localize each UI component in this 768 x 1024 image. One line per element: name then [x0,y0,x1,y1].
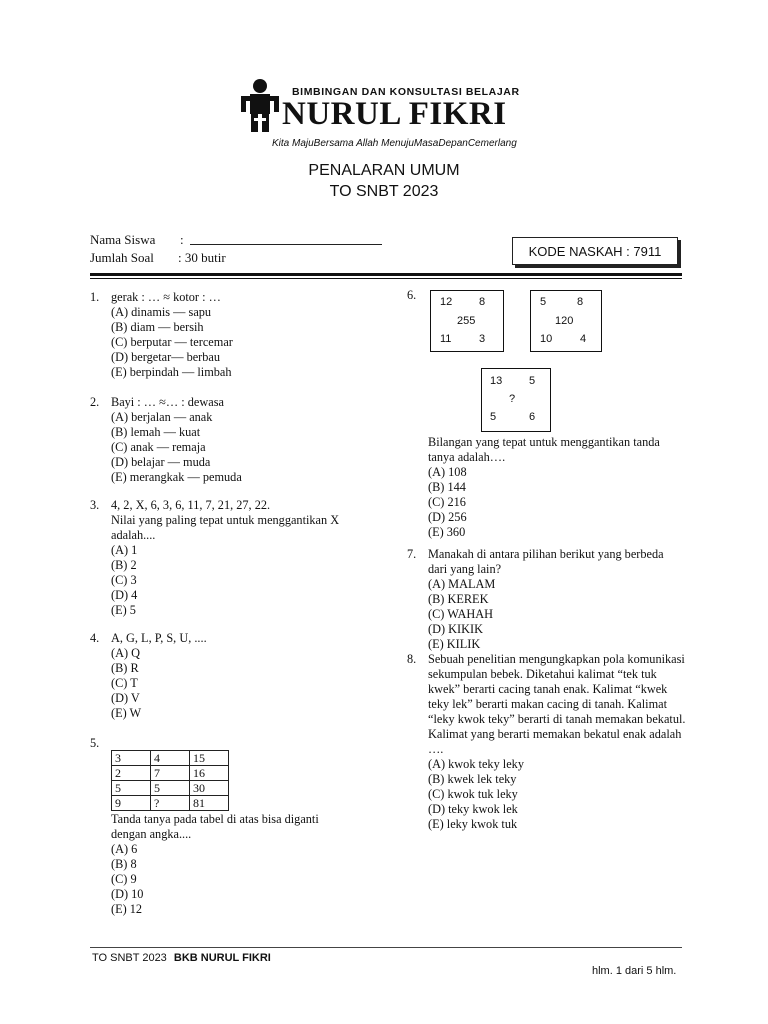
footer-divider [90,947,682,948]
name-field[interactable] [190,244,382,245]
option-d: (D) 10 [111,887,144,901]
table-cell: 3 [112,751,151,766]
table-cell: 81 [190,796,229,811]
org-top-text: BIMBINGAN DAN KONSULTASI BELAJAR [292,86,520,98]
option-b: (B) KEREK [428,592,489,606]
number-table [111,750,229,811]
question-2 [90,395,380,485]
org-name: NURUL FIKRI [282,96,507,132]
option-a: (A) Q [111,646,141,660]
question-stem-line: …. [428,742,444,756]
option-d: (D) teky kwok lek [428,802,518,816]
option-b: (B) kwek lek teky [428,772,517,786]
page-subtitle: TO SNBT 2023 [329,183,439,200]
name-colon: : [180,232,184,247]
option-a: (A) berjalan — anak [111,410,213,424]
divider-thin [90,278,682,279]
option-d: (D) 256 [428,510,467,524]
table-cell: 5 [151,781,190,796]
box-center: 120 [555,315,574,327]
number-box-1 [430,290,504,352]
option-e: (E) W [111,706,142,720]
option-e: (E) 5 [111,603,136,617]
option-d: (D) bergetar— berbau [111,350,221,364]
question-stem: Tanda tanya pada tabel di atas bisa diganti [111,812,319,826]
table-cell: 7 [151,766,190,781]
question-stem: A, G, L, P, S, U, .... [111,631,207,645]
option-d: (D) KIKIK [428,622,483,636]
option-c: (C) T [111,676,138,690]
option-c: (C) berputar — tercemar [111,335,233,349]
option-c: (C) WAHAH [428,607,494,621]
question-stem: gerak : … ≈ kotor : … [111,290,221,304]
footer-exam-name: TO SNBT 2023 [92,952,167,964]
table-cell: 5 [112,781,151,796]
question-number: 4. [90,631,100,645]
question-7 [407,547,702,652]
box-center: ? [509,393,516,405]
option-a: (A) 6 [111,842,138,856]
count-label: Jumlah Soal [90,250,154,265]
option-c: (C) 9 [111,872,137,886]
option-a: (A) 1 [111,543,138,557]
option-b: (B) 2 [111,558,137,572]
logo-figure-icon [240,78,280,134]
count-value: : 30 butir [178,250,226,265]
option-e: (E) 360 [428,525,466,539]
box-bottom-right: 4 [580,333,587,345]
question-stem: 4, 2, X, 6, 3, 6, 11, 7, 21, 27, 22. [111,498,271,512]
question-number: 6. [407,288,417,302]
number-box-3 [481,368,551,432]
number-box-2 [530,290,602,352]
option-d: (D) V [111,691,140,705]
table-row [112,766,229,781]
org-tagline: Kita MajuBersama Allah MenujuMasaDepanCemerlang [272,138,517,149]
option-c: (C) 216 [428,495,466,509]
question-number: 7. [407,547,417,561]
box-bottom-left: 5 [490,411,497,423]
table-cell: 9 [112,796,151,811]
option-d: (D) belajar — muda [111,455,211,469]
question-number: 5. [90,736,100,750]
option-b: (B) diam — bersih [111,320,204,334]
question-number: 2. [90,395,100,409]
option-a: (A) kwok teky leky [428,757,524,771]
table-row [112,751,229,766]
box-top-right: 8 [577,296,584,308]
name-label: Nama Siswa [90,232,156,247]
question-number: 8. [407,652,417,666]
question-8 [407,652,707,834]
box-top-left: 12 [440,296,453,308]
question-stem-line: “leky kwok teky” berarti di tanah memakan bekatul. [428,712,686,726]
option-d: (D) 4 [111,588,138,602]
footer-left [92,952,271,964]
divider-thick [90,273,682,276]
option-b: (B) R [111,661,139,675]
option-c: (C) anak — remaja [111,440,206,454]
table-cell: 15 [190,751,229,766]
question-1 [90,290,380,380]
table-cell: 2 [112,766,151,781]
table-cell: 30 [190,781,229,796]
table-cell: ? [151,796,190,811]
question-stem-line: teky lek” berarti makan cacing di tanah. Kalimat [428,697,668,711]
question-stem-line: Kalimat yang berarti memakan bekatul enak adalah [428,727,682,741]
question-stem-line: sekumpulan bebek. Diketahui kalimat “tek tuk [428,667,657,681]
option-e: (E) leky kwok tuk [428,817,518,831]
box-top-left: 5 [540,296,547,308]
option-b: (B) 8 [111,857,137,871]
box-top-right: 8 [479,296,486,308]
box-top-left: 13 [490,375,503,387]
option-a: (A) MALAM [428,577,496,591]
question-3 [90,498,380,618]
table-cell: 4 [151,751,190,766]
question-stem-line2: Nilai yang paling tepat untuk menggantikan X [111,513,340,527]
box-bottom-left: 10 [540,333,553,345]
footer-org-name: BKB NURUL FIKRI [173,952,271,964]
question-stem: Bilangan yang tepat untuk menggantikan tanda [428,435,660,449]
kode-naskah-box: KODE NASKAH : 7911 [512,237,678,265]
table-cell: 16 [190,766,229,781]
option-e: (E) KILIK [428,637,481,651]
question-stem-line2: tanya adalah…. [428,450,506,464]
option-b: (B) 144 [428,480,466,494]
question-stem-line3: adalah.... [111,528,156,542]
question-4 [90,631,380,721]
table-row [112,796,229,811]
option-b: (B) lemah — kuat [111,425,201,439]
option-a: (A) dinamis — sapu [111,305,212,319]
option-a: (A) 108 [428,465,467,479]
box-bottom-left: 11 [440,333,452,345]
option-e: (E) merangkak — pemuda [111,470,242,484]
question-number: 1. [90,290,100,304]
box-bottom-right: 3 [479,333,486,345]
table-row [112,781,229,796]
box-top-right: 5 [529,375,536,387]
question-stem: Manakah di antara pilihan berikut yang berbeda [428,547,664,561]
question-6-text [428,435,698,545]
question-stem-line: kwek” berarti cacing tanah enak. Kalimat “kwek [428,682,668,696]
box-center: 255 [457,315,476,327]
option-c: (C) kwok tuk leky [428,787,518,801]
question-stem-line2: dari yang lain? [428,562,502,576]
question-5 [90,736,380,921]
question-stem-line2: dengan angka.... [111,827,192,841]
box-bottom-right: 6 [529,411,536,423]
page-number: hlm. 1 dari 5 hlm. [592,965,677,977]
question-stem-line: Sebuah penelitian mengungkapkan pola komunikasi [428,652,685,666]
option-e: (E) berpindah — limbah [111,365,232,379]
page-title: PENALARAN UMUM [308,162,460,179]
question-stem: Bayi : … ≈… : dewasa [111,395,224,409]
option-c: (C) 3 [111,573,137,587]
option-e: (E) 12 [111,902,143,916]
question-number: 3. [90,498,100,512]
